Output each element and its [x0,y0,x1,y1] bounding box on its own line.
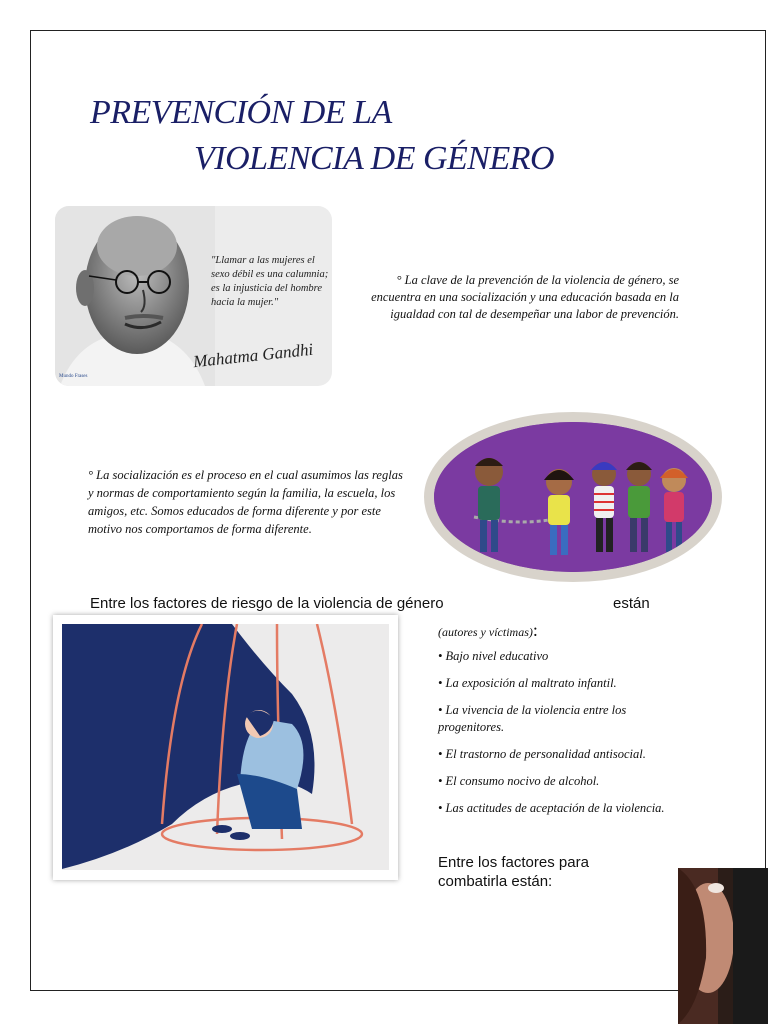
person-photo-crop [678,868,768,1024]
list-item: • La vivencia de la violencia entre los progenitores. [438,703,627,734]
gandhi-quote-image [55,206,332,386]
children-cartoon [434,422,712,572]
combat-factors-heading: Entre los factores para combatirla están: [438,854,589,890]
prevention-paragraph: ° La clave de la prevención de la violencia de género, se encuentra en una socialización y una educación basada en la igualdad con tal de desempeñar una labor de prevención. [371,273,679,321]
cage-illustration [53,615,398,880]
page-title-line-1: PREVENCIÓN DE LA [90,94,392,131]
page-title-line-2: VIOLENCIA DE GÉNERO [194,140,555,177]
list-item: • Bajo nivel educativo [438,649,549,663]
authors-victims-text: (autores y víctimas) [438,625,533,639]
risk-factors-heading-tail: están [613,595,650,612]
risk-factors-list [438,648,684,827]
caged-woman-drawing [62,624,389,870]
socialization-paragraph: ° La socialización es el proceso en el cual asumimos las reglas y normas de comportamiento según la familia, la escuela, los amigos, etc. Somos educados de forma diferente y por este motivo nos comportamos de forma diferente. [88,468,403,536]
quote-brand-watermark: Mundo Frases [59,374,88,379]
gandhi-portrait [55,206,215,386]
gandhi-signature: Mahatma Gandhi [192,339,315,372]
kids-illustration [424,412,722,582]
list-item: • El consumo nocivo de alcohol. [438,774,600,788]
list-item: • La exposición al maltrato infantil. [438,676,617,690]
authors-colon: : [532,620,538,640]
list-item: • Las actitudes de aceptación de la violencia. [438,801,665,815]
gandhi-quote-text: "Llamar a las mujeres el sexo débil es una calumnia; es la injusticia del hombre hacia la mujer." [211,255,329,308]
authors-victims-note [438,620,538,641]
list-item: • El trastorno de personalidad antisocial. [438,747,646,761]
risk-factors-heading: Entre los factores de riesgo de la violencia de género [90,595,444,612]
corner-photo [678,868,768,1024]
